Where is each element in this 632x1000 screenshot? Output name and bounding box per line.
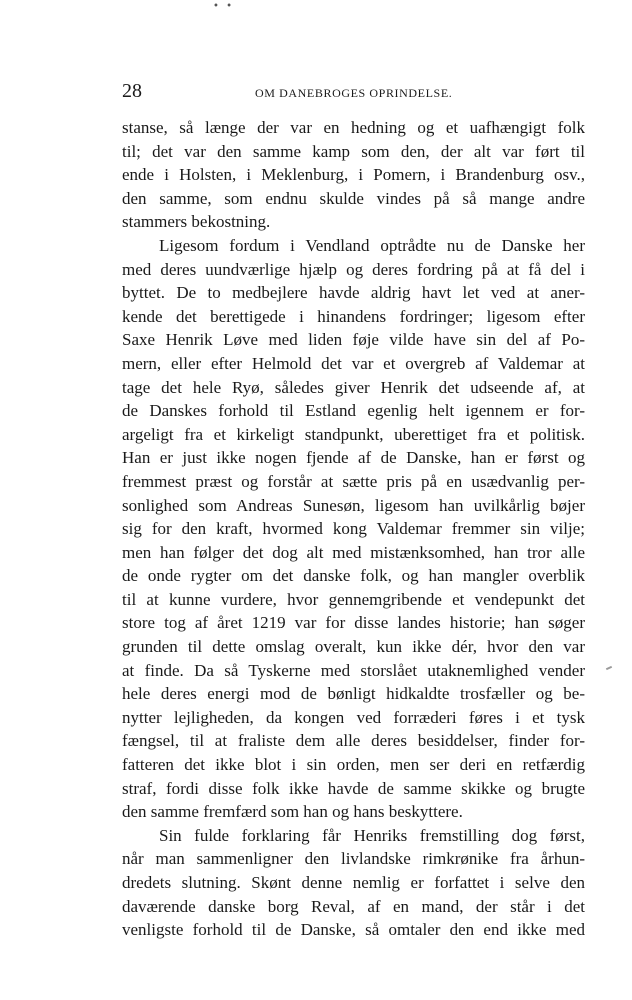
text-line: med deres uundværlige hjælp og deres fordring på at få del i: [122, 259, 585, 279]
text-line: tage det hele Ryø, således giver Henrik det udseende af, at: [122, 377, 585, 397]
text-line: hele deres energi mod de bønligt hidkaldte trosfæller og be-: [122, 684, 585, 704]
text-line: den samme, som endnu skulde vindes på så mange andre: [122, 188, 585, 208]
text-line: straf, fordi disse folk ikke havde de samme skikke og brugte: [122, 778, 585, 798]
text-line: byttet. De to medbejlere havde aldrig havt let ved at aner-: [122, 283, 585, 303]
page-header: [122, 80, 584, 104]
text-line: til; det var den samme kamp som den, der alt var ført til: [122, 141, 585, 161]
text-line: Han er just ikke nogen fjende af de Danske, han er først og: [122, 448, 585, 468]
text-line: ende i Holsten, i Meklenburg, i Pomern, i Brandenburg osv.,: [122, 165, 585, 185]
text-line: de Danskes forhold til Estland egenlig helt igennem er for-: [122, 401, 585, 421]
text-line: men han følger det dog alt med mistænksomhed, han tror alle: [122, 542, 585, 562]
text-line: store tog af året 1219 var for disse landes historie; han søger: [122, 613, 585, 633]
text-line: når man sammenligner den livlandske rimkrønike fra århun-: [122, 849, 585, 869]
text-line: fatteren det ikke blot i sin orden, men ser deri en retfærdig: [122, 755, 585, 775]
text-line: til at kunne vurdere, hvor gennemgribende et vendepunkt det: [122, 589, 585, 609]
text-line: stanse, så længe der var en hedning og et uafhængigt folk: [122, 118, 585, 137]
text-line: mern, eller efter Helmold det var et overgreb af Valdemar at: [122, 353, 585, 373]
text-line: fængsel, til at fraliste dem alle deres besiddelser, finder for-: [122, 731, 585, 751]
text-line: argeligt fra et kirkeligt standpunkt, uberettiget fra et politisk.: [122, 424, 585, 444]
top-printer-mark: • •: [213, 1, 234, 12]
text-line: stammers bekostning.: [122, 212, 271, 232]
text-line: den samme fremfærd som han og hans beskyttere.: [122, 802, 463, 822]
text-line: Saxe Henrik Løve med liden føje vilde have sin del af Po-: [122, 330, 585, 350]
text-line: fremmest præst og forstår at sætte pris på en usædvanlig per-: [122, 471, 585, 491]
text-line: at finde. Da så Tyskerne med storslået utaknemlighed vender: [122, 660, 585, 680]
text-line: dredets slutning. Skønt denne nemlig er forfattet i selve den: [122, 873, 585, 892]
text-line: kende det berettigede i hinandens fordringer; ligesom efter: [122, 306, 585, 326]
text-line: de onde rygter om det danske folk, og han mangler overblik: [122, 566, 585, 586]
text-line: Ligesom fordum i Vendland optrådte nu de Danske her: [159, 235, 585, 255]
text-line: venligste forhold til de Danske, så omtaler den end ikke med: [122, 920, 585, 940]
text-line: nytter lejligheden, da kongen ved forræderi føres i et tysk: [122, 707, 585, 727]
text-line: sonlighed som Andreas Sunesøn, ligesom han uvilkårlig bøjer: [122, 495, 585, 515]
text-line: Sin fulde forklaring får Henriks fremstilling dog først,: [159, 825, 585, 845]
page-number: 28: [122, 80, 142, 102]
text-line: sig for den kraft, hvormed kong Valdemar fremmer sin vilje;: [122, 519, 585, 539]
running-title: OM DANEBROGES OPRINDELSE.: [255, 86, 453, 100]
text-line: daværende danske borg Reval, af en mand, der står i det: [122, 896, 585, 916]
text-line: grunden til dette omslag overalt, kun ikke dér, hvor den var: [122, 637, 585, 657]
margin-pencil-mark: [606, 666, 612, 670]
body-text: [122, 116, 585, 942]
